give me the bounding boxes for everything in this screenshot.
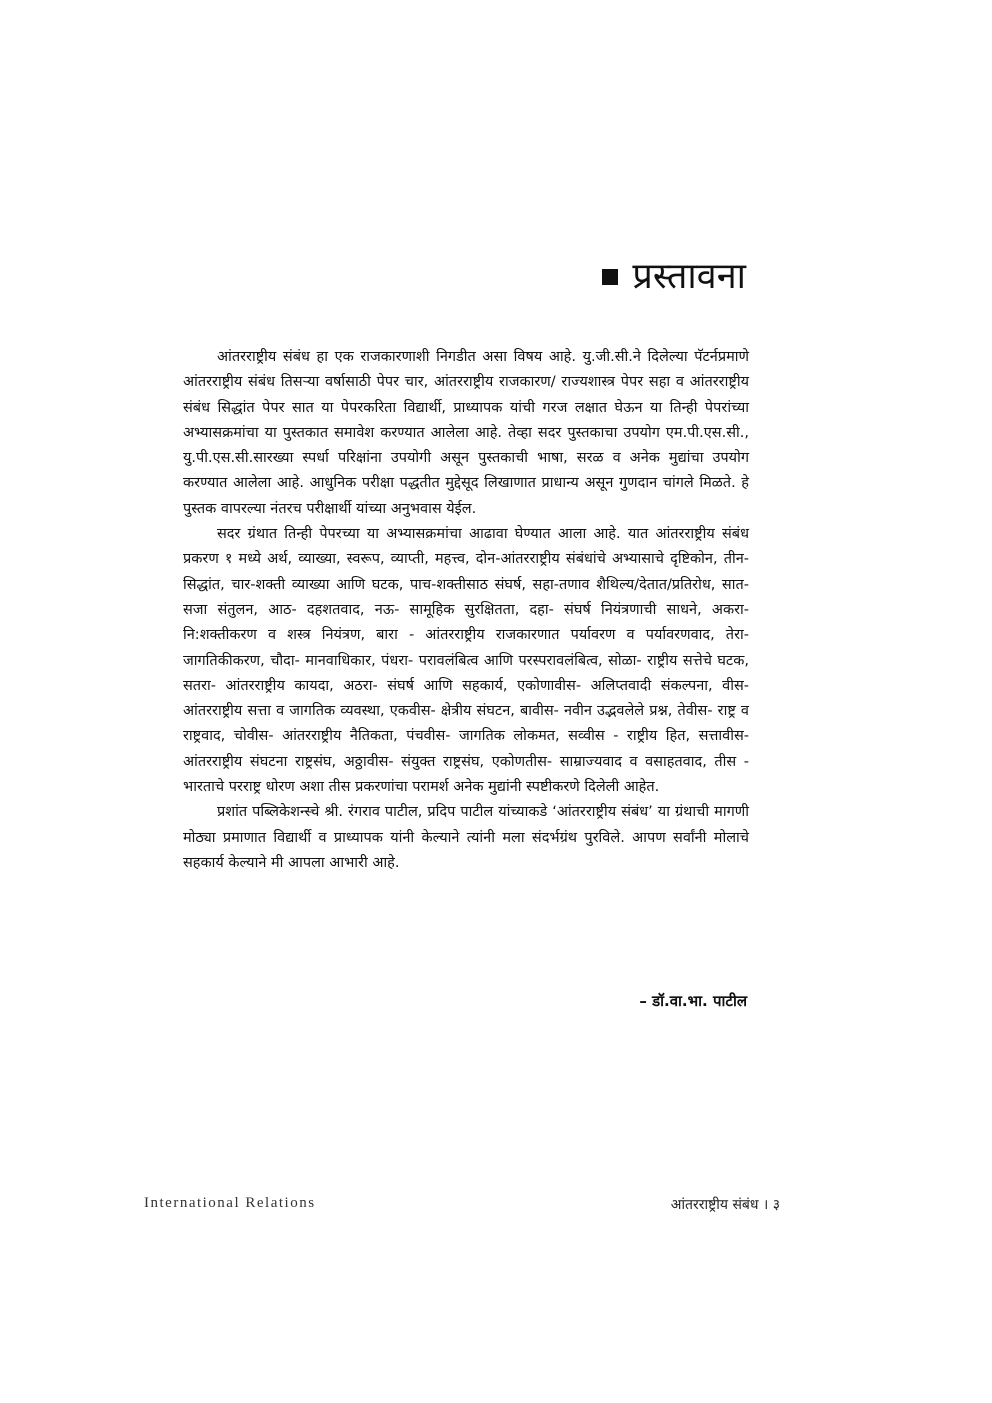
- page-title: प्रस्तावना: [632, 256, 746, 297]
- preface-body: [183, 345, 749, 876]
- paragraph-2: सदर ग्रंथात तिन्ही पेपरच्या या अभ्यासक्रमांचा आढावा घेण्यात आला आहे. यात आंतरराष्ट्रीय संबंध प्रकरण १ मध्ये अर्थ, व्याख्या, स्वरूप, व्याप्ती, महत्त्व, दोन-आंतरराष्ट्रीय संबंधांचे अभ्यासाचे दृष्टिकोन, तीन-सिद्धांत, चार-शक्ती व्याख्या आणि घटक, पाच-शक्तीसाठ संघर्ष, सहा-तणाव शैथिल्य/देतात/प्रतिरोध, सात- सजा संतुलन, आठ- दहशतवाद, नऊ- सामूहिक सुरक्षितता, दहा- संघर्ष नियंत्रणाची साधने, अकरा- नि:शक्तीकरण व शस्त्र नियंत्रण, बारा - आंतरराष्ट्रीय राजकारणात पर्यावरण व पर्यावरणवाद, तेरा- जागतिकीकरण, चौदा- मानवाधिकार, पंधरा- परावलंबित्व आणि परस्परावलंबित्व, सोळा- राष्ट्रीय सत्तेचे घटक, सतरा- आंतरराष्ट्रीय कायदा, अठरा- संघर्ष आणि सहकार्य, एकोणावीस- अलिप्तवादी संकल्पना, वीस- आंतरराष्ट्रीय सत्ता व जागतिक व्यवस्था, एकवीस- क्षेत्रीय संघटन, बावीस- नवीन उद्भवलेले प्रश्न, तेवीस- राष्ट्र व राष्ट्रवाद, चोवीस- आंतरराष्ट्रीय नैतिकता, पंचवीस- जागतिक लोकमत, सव्वीस - राष्ट्रीय हित, सत्तावीस- आंतरराष्ट्रीय संघटना राष्ट्रसंघ, अठ्ठावीस- संयुक्त राष्ट्रसंघ, एकोणतीस- साम्राज्यवाद व वसाहतवाद, तीस - भारताचे परराष्ट्र धोरण अशा तीस प्रकरणांचा परामर्श अनेक मुद्यांनी स्पष्टीकरणे दिलेली आहेत.: [183, 526, 749, 796]
- page-heading: [602, 252, 746, 302]
- author-signature: – डॉ.वा.भा. पाटील: [639, 992, 747, 1010]
- footer-book-title: International Relations: [144, 1195, 316, 1211]
- paragraph-3: प्रशांत पब्लिकेशन्स्चे श्री. रंगराव पाटील, प्रदिप पाटील यांच्याकडे ‘आंतरराष्ट्रीय संबंध’ या ग्रंथाची मागणी मोठ्या प्रमाणात विद्यार्थी व प्राध्यापक यांनी केल्याने त्यांनी मला संदर्भग्रंथ पुरविले. आपण सर्वांनी मोलाचे सहकार्य केल्याने मी आपला आभारी आहे.: [183, 804, 749, 871]
- paragraph-1: आंतरराष्ट्रीय संबंध हा एक राजकारणाशी निगडीत असा विषय आहे. यु.जी.सी.ने दिलेल्या पॅटर्नप्रमाणे आंतरराष्ट्रीय संबंध तिसऱ्या वर्षासाठी पेपर चार, आंतरराष्ट्रीय राजकारण/ राज्यशास्त्र पेपर सहा व आंतरराष्ट्रीय संबंध सिद्धांत पेपर सात या पेपरकरिता विद्यार्थी, प्राध्यापक यांची गरज लक्षात घेऊन या तिन्ही पेपरांच्या अभ्यासक्रमांचा या पुस्तकात समावेश करण्यात आलेला आहे. तेव्हा सदर पुस्तकाचा उपयोग एम.पी.एस.सी., यु.पी.एस.सी.सारख्या स्पर्धा परिक्षांना उपयोगी असून पुस्तकाची भाषा, सरळ व अनेक मुद्यांचा उपयोग करण्यात आलेला आहे. आधुनिक परीक्षा पद्धतीत मुद्देसूद लिखाणात प्राधान्य असून गुणदान चांगले मिळते. हे पुस्तक वापरल्या नंतरच परीक्षार्थी यांच्या अनुभवास येईल.: [183, 349, 749, 517]
- footer-page-number: आंतरराष्ट्रीय संबंध । ३: [670, 1197, 780, 1213]
- square-bullet-icon: [602, 269, 618, 285]
